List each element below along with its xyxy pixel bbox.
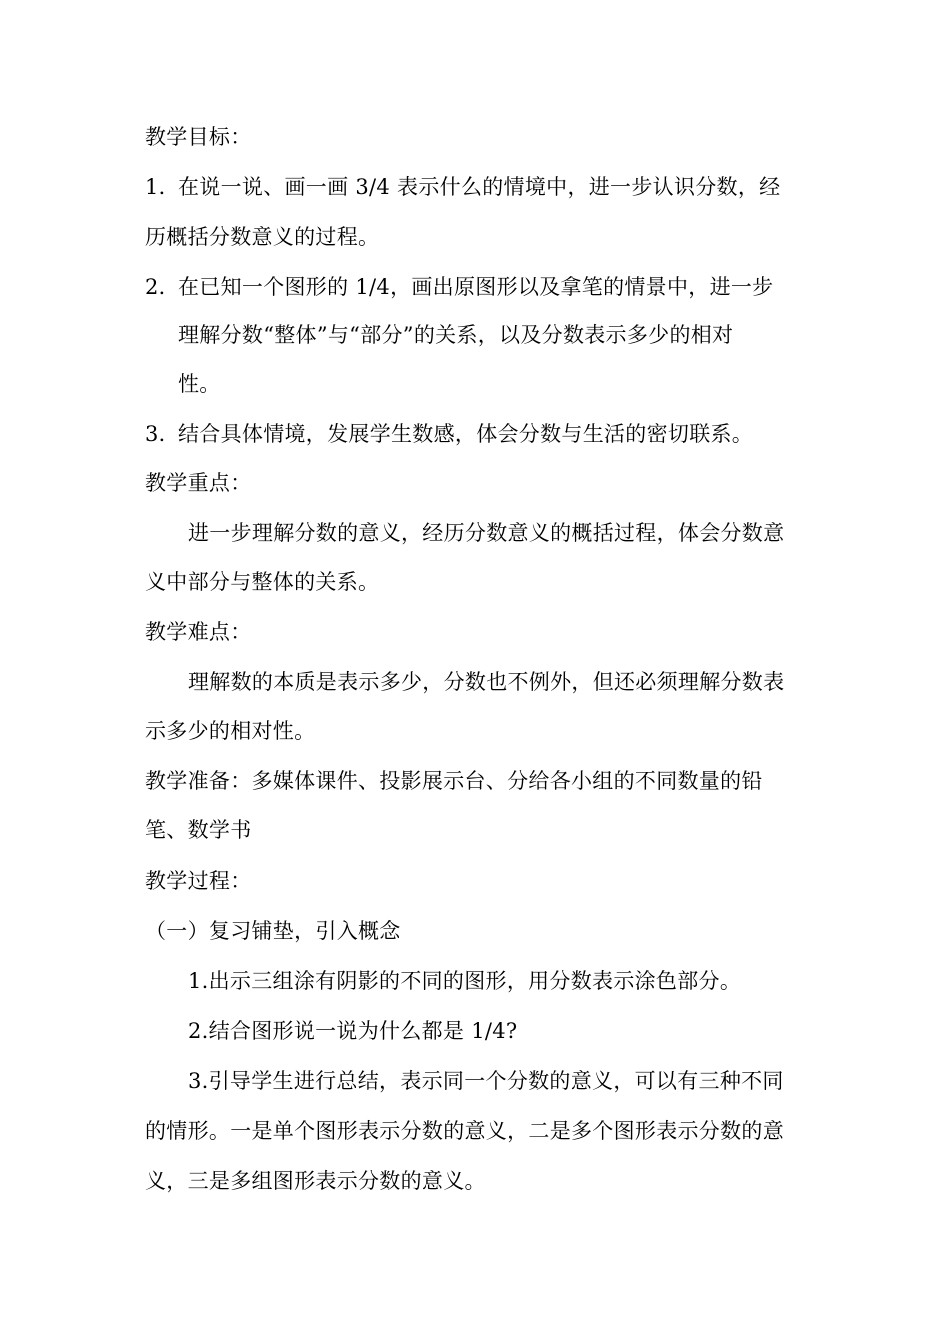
objective-2-line-1: 在已知一个图形的 1/4，画出原图形以及拿笔的情景中，进一步: [178, 275, 774, 299]
difficulties-line-1: 理解数的本质是表示多少，分数也不例外，但还必须理解分数表: [188, 670, 785, 694]
objective-3-line-1: 结合具体情境，发展学生数感，体会分数与生活的密切联系。: [178, 422, 754, 446]
preparation-line-2: 笔、数学书: [145, 818, 252, 842]
step-2-line-1: 2.结合图形说一说为什么都是 1/4?: [188, 1019, 518, 1043]
process-heading: 教学过程：: [145, 869, 252, 893]
objective-2-number: 2．: [145, 275, 180, 299]
key-points-line-2: 义中部分与整体的关系。: [145, 570, 380, 594]
step-3-line-2: 的情形。一是单个图形表示分数的意义，二是多个图形表示分数的意: [145, 1119, 784, 1143]
step-1-line-1: 1.出示三组涂有阴影的不同的图形，用分数表示涂色部分。: [188, 969, 742, 993]
difficulties-line-2: 示多少的相对性。: [145, 719, 316, 743]
objectives-heading: 教学目标：: [145, 125, 252, 149]
key-points-heading: 教学重点：: [145, 471, 252, 495]
section-one-heading: （一）复习铺垫，引入概念: [145, 919, 401, 943]
objective-2-line-3: 性。: [178, 372, 221, 396]
step-3-line-3: 义，三是多组图形表示分数的意义。: [145, 1169, 486, 1193]
preparation-line-1: 教学准备：多媒体课件、投影展示台、分给各小组的不同数量的铅: [145, 769, 763, 793]
objective-1-number: 1．: [145, 175, 180, 199]
key-points-line-1: 进一步理解分数的意义，经历分数意义的概括过程，体会分数意: [188, 521, 785, 545]
objective-3-number: 3．: [145, 422, 180, 446]
objective-1-line-2: 历概括分数意义的过程。: [145, 225, 380, 249]
objective-2-line-2: 理解分数“整体”与“部分”的关系，以及分数表示多少的相对: [178, 323, 734, 347]
objective-1-line-1: 在说一说、画一画 3/4 表示什么的情境中，进一步认识分数，经: [178, 175, 781, 199]
step-3-line-1: 3.引导学生进行总结，表示同一个分数的意义，可以有三种不同: [188, 1069, 784, 1093]
difficulties-heading: 教学难点：: [145, 620, 252, 644]
